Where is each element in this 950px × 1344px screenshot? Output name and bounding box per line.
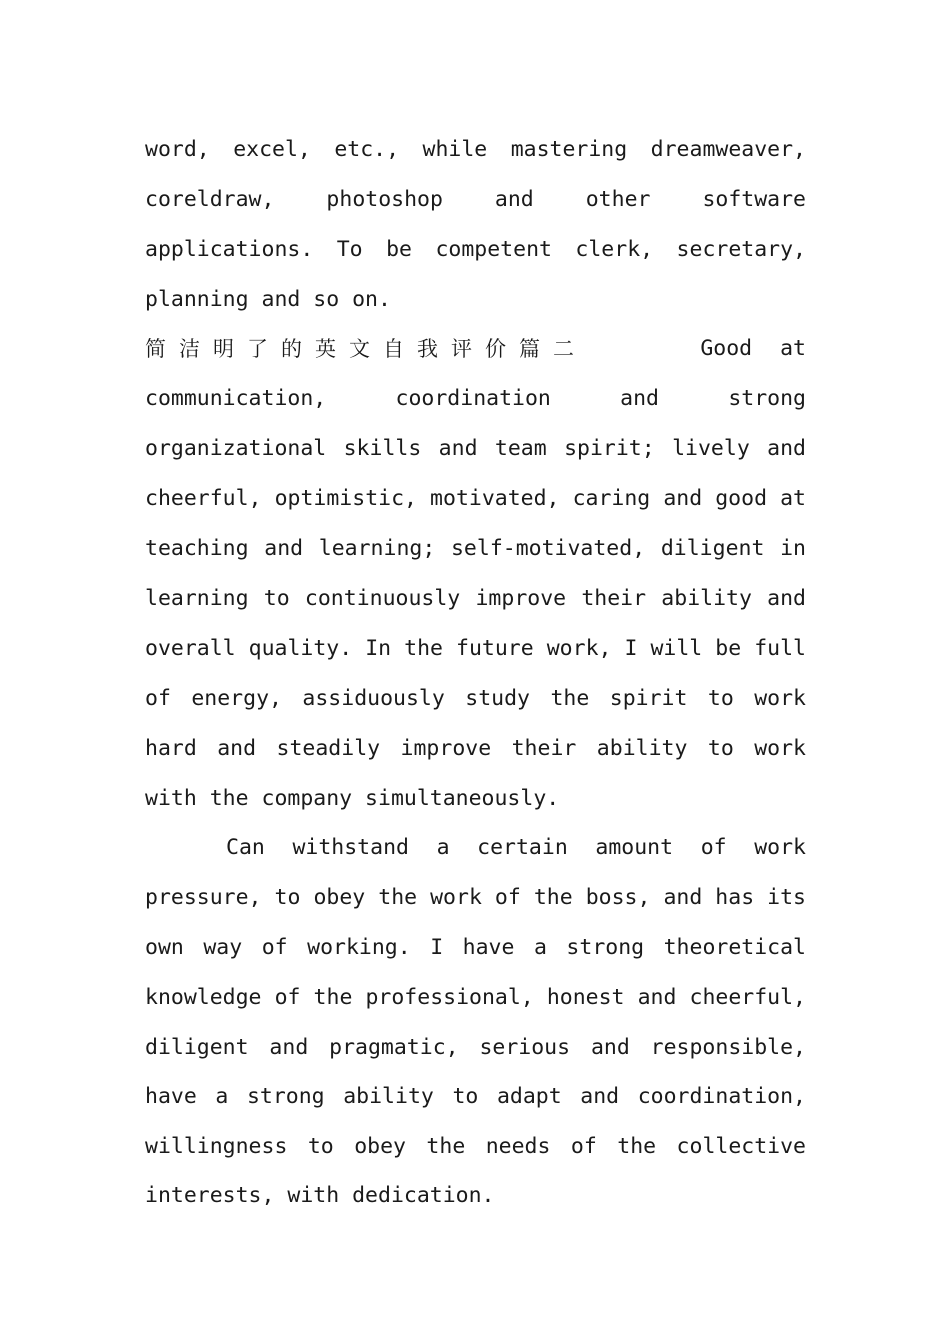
- paragraph-3-line-4: knowledge of the professional, honest and cheerful,: [145, 985, 806, 1010]
- paragraph-3-line-7: willingness to obey the needs of the collective: [145, 1134, 806, 1159]
- paragraph-2-line-3: organizational skills and team spirit; lively and: [145, 436, 806, 461]
- paragraph-3-line-6: have a strong ability to adapt and coordination,: [145, 1084, 806, 1109]
- section-title: 简洁明了的英文自我评价篇二: [145, 337, 587, 361]
- paragraph-2-word-1: Good: [700, 336, 753, 361]
- paragraph-1-line-1: word, excel, etc., while mastering dreamweaver,: [145, 137, 806, 162]
- paragraph-2-line-8: of energy, assiduously study the spirit to work: [145, 686, 806, 711]
- paragraph-2-line-2: communication, coordination and strong: [145, 386, 806, 411]
- paragraph-3-line-8: interests, with dedication.: [145, 1183, 495, 1208]
- paragraph-2-line-1: [700, 335, 806, 363]
- paragraph-3-line-2: pressure, to obey the work of the boss, and has its: [145, 885, 806, 910]
- paragraph-2-line-9: hard and steadily improve their ability to work: [145, 736, 806, 761]
- paragraph-1-line-2: coreldraw, photoshop and other software: [145, 187, 806, 212]
- paragraph-2-line-6: learning to continuously improve their ability and: [145, 586, 806, 611]
- section-heading-line: [145, 335, 806, 363]
- paragraph-3-line-3: own way of working. I have a strong theoretical: [145, 935, 806, 960]
- paragraph-2-line-10: with the company simultaneously.: [145, 786, 560, 811]
- paragraph-3-line-5: diligent and pragmatic, serious and responsible,: [145, 1035, 806, 1060]
- paragraph-1-line-3: applications. To be competent clerk, secretary,: [145, 237, 806, 262]
- paragraph-2-line-7: overall quality. In the future work, I will be full: [145, 636, 806, 661]
- paragraph-2-line-4: cheerful, optimistic, motivated, caring and good at: [145, 486, 806, 511]
- paragraph-2-word-2: at: [780, 336, 806, 361]
- paragraph-1-line-4: planning and so on.: [145, 287, 391, 312]
- paragraph-2-line-5: teaching and learning; self-motivated, diligent in: [145, 536, 806, 561]
- paragraph-3-line-1: Can withstand a certain amount of work: [226, 835, 806, 860]
